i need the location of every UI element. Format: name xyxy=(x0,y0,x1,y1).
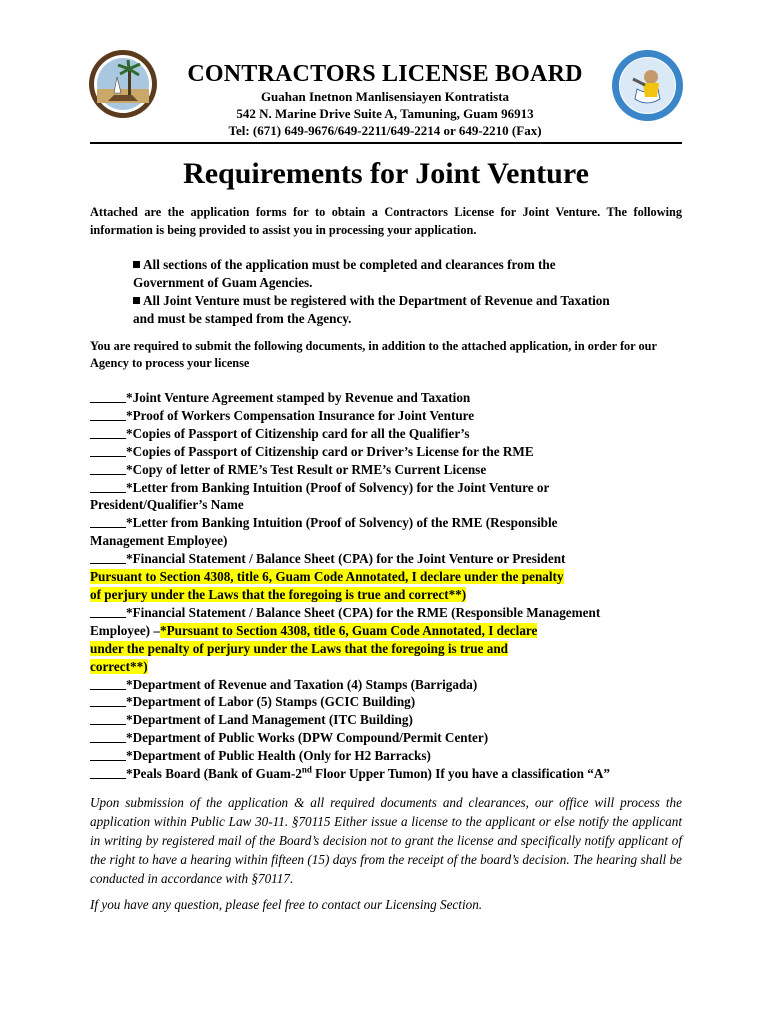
checklist-item xyxy=(90,514,690,532)
checkbox-blank xyxy=(90,390,126,403)
checklist-text: *Peals Board (Bank of Guam-2 xyxy=(126,766,302,782)
checkbox-blank xyxy=(90,605,126,618)
checklist-text: *Department of Labor (5) Stamps (GCIC Building) xyxy=(126,694,416,710)
bullet-list xyxy=(133,256,688,328)
checklist-item xyxy=(90,747,690,765)
checklist-text: *Proof of Workers Compensation Insurance for Joint Venture xyxy=(126,407,475,423)
checkbox-blank xyxy=(90,712,126,725)
bullet-text-continued: Government of Guam Agencies. xyxy=(133,275,313,290)
org-name: CONTRACTORS LICENSE BOARD xyxy=(187,61,583,87)
checklist-item xyxy=(90,550,690,568)
checkbox-blank xyxy=(90,480,126,493)
checklist-text: *Letter from Banking Intuition (Proof of Solvency) for the Joint Venture or xyxy=(126,479,550,495)
checklist-item xyxy=(90,407,690,425)
bullet-text-continued: and must be stamped from the Agency. xyxy=(133,311,352,326)
org-address: 542 N. Marine Drive Suite A, Tamuning, Guam 96913 xyxy=(236,106,534,121)
checklist-text-continued xyxy=(90,658,690,676)
checklist-text: *Copy of letter of RME’s Test Result or RME’s Current License xyxy=(126,461,487,477)
checklist-text-continued: President/Qualifier’s Name xyxy=(90,497,244,513)
page-title: Requirements for Joint Venture xyxy=(183,157,589,190)
checklist-text: *Department of Public Works (DPW Compound/Permit Center) xyxy=(126,730,489,746)
bullet-item xyxy=(133,292,688,310)
checklist-item xyxy=(90,604,690,622)
checklist-text-continued xyxy=(90,622,690,640)
checkbox-blank xyxy=(90,748,126,761)
header-divider xyxy=(90,142,682,144)
checklist-text: *Joint Venture Agreement stamped by Revenue and Taxation xyxy=(126,390,471,405)
checkbox-blank xyxy=(90,462,126,475)
highlighted-declaration: of perjury under the Laws that the foregoing is true and correct**) xyxy=(90,586,467,602)
checklist-text: *Financial Statement / Balance Sheet (CPA) for the Joint Venture or President xyxy=(126,551,566,567)
checklist-text: *Financial Statement / Balance Sheet (CPA) for the RME (Responsible Management xyxy=(126,604,601,620)
checklist-item xyxy=(90,729,690,747)
checklist-item xyxy=(90,693,690,711)
checklist-text: *Department of Revenue and Taxation (4) Stamps (Barrigada) xyxy=(126,676,478,692)
checklist-text: *Copies of Passport of Citizenship card or Driver’s License for the RME xyxy=(126,443,534,459)
checklist-item xyxy=(90,765,690,783)
checklist-item xyxy=(90,443,690,461)
checklist-text: *Letter from Banking Intuition (Proof of Solvency) of the RME (Responsible xyxy=(126,515,558,531)
bullet-item xyxy=(133,256,688,274)
contractors-board-seal-icon xyxy=(611,49,684,122)
highlighted-declaration: correct**) xyxy=(90,658,148,674)
checklist-text-continued xyxy=(90,640,690,658)
org-phone: Tel: (671) 649-9676/649-2211/649-2214 or 649-2210 (Fax) xyxy=(228,123,542,138)
checklist-text: Floor Upper Tumon) If you have a classification “A” xyxy=(311,766,610,782)
contact-note: If you have any question, please feel free to contact our Licensing Section. xyxy=(90,897,483,912)
checkbox-blank xyxy=(90,730,126,743)
org-subtitle: Guahan Inetnon Manlisensiayen Kontratista xyxy=(260,89,510,104)
checklist-text-continued xyxy=(90,568,690,586)
checkbox-blank xyxy=(90,694,126,707)
checkbox-blank xyxy=(90,515,126,528)
required-documents-paragraph: You are required to submit the following documents, in addition to the attached application, in order for our Agency to process your license xyxy=(90,339,657,370)
bullet-text: All Joint Venture must be registered with the Department of Revenue and Taxation xyxy=(143,293,610,308)
checkbox-blank xyxy=(90,444,126,457)
checklist-item xyxy=(90,461,690,479)
checklist-item xyxy=(90,389,690,407)
superscript: nd xyxy=(301,764,312,775)
highlighted-declaration: *Pursuant to Section 4308, title 6, Guam Code Annotated, I declare xyxy=(159,622,538,638)
checkbox-blank xyxy=(90,408,126,421)
checklist-text-continued: Management Employee) xyxy=(90,533,228,549)
checklist-text: Employee) – xyxy=(90,622,160,638)
checklist-item xyxy=(90,425,690,443)
highlighted-declaration: Pursuant to Section 4308, title 6, Guam Code Annotated, I declare under the penalty xyxy=(90,569,564,585)
checklist-item xyxy=(90,676,690,694)
guam-seal-icon xyxy=(88,49,158,119)
highlighted-declaration: under the penalty of perjury under the Laws that the foregoing is true and xyxy=(90,640,508,656)
checklist-text: *Copies of Passport of Citizenship card for all the Qualifier’s xyxy=(126,425,470,441)
closing-paragraph: Upon submission of the application & all required documents and clearances, our office will process the application within Public Law 30-11. §70115 Either issue a license to the applicant or else notify the applicant in writing by registered mail of the Board’s decision not to grant the license and specifically notify applicant of the right to have a hearing within fifteen (15) days from the receipt of the board’s decision. The hearing shall be conducted in accordance with §70117. xyxy=(90,795,682,886)
bullet-square-icon xyxy=(133,261,140,268)
bullet-text: All sections of the application must be completed and clearances from the xyxy=(143,257,556,272)
bullet-square-icon xyxy=(133,297,140,304)
checkbox-blank xyxy=(90,766,126,779)
intro-paragraph: Attached are the application forms for to obtain a Contractors License for Joint Venture. The following information is being provided to assist you in processing your application. xyxy=(90,205,682,237)
checklist-text-continued xyxy=(90,586,690,604)
checklist-item xyxy=(90,479,690,497)
checkbox-blank xyxy=(90,551,126,564)
checkbox-blank xyxy=(90,677,126,690)
checklist-text: *Department of Public Health (Only for H2 Barracks) xyxy=(126,748,431,764)
checkbox-blank xyxy=(90,426,126,439)
letterhead xyxy=(160,60,610,139)
checklist-item xyxy=(90,711,690,729)
document-checklist xyxy=(90,389,690,783)
checklist-text: *Department of Land Management (ITC Building) xyxy=(126,712,413,728)
